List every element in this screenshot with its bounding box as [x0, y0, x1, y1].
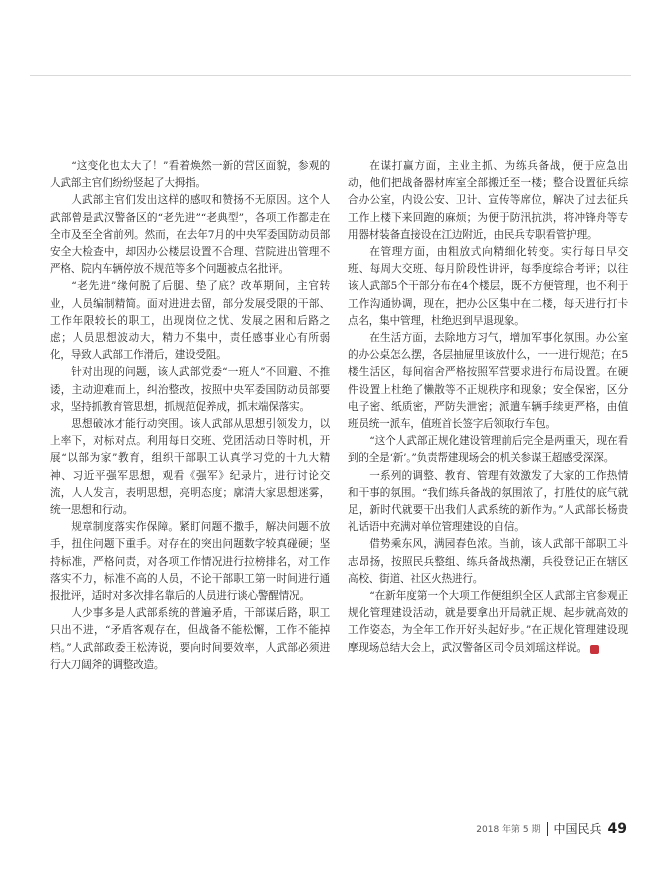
issue-number: 2018 年第 5 期	[476, 825, 541, 835]
paragraph: 一系列的调整、教育、管理有效激发了大家的工作热情和干事的氛围。“我们练兵备战的氛围浓了，打胜仗的底气就足，新时代就要干出我们人武系统的新作为。”人武部长杨贵礼话语中充满对单位管理建设的自信。	[348, 469, 628, 534]
header-rule	[30, 75, 631, 76]
paragraph-text: “在新年度第一个大项工作便组织全区人武部主官参观正规化管理建设活动，就是要拿出开局就正规、起步就高效的工作姿态，为全年工作开好头起好步。”在正规化管理建设现摩现场总结大会上，武汉警备区司令员刘瑶这样说。	[348, 590, 628, 654]
paragraph: 人少事多是人武部系统的普遍矛盾，干部谋后路，职工只出不进，“矛盾客观存在，但战备不能松懈，工作不能掉档。”人武部政委王松涛说，要向时间要效率，人武部必须进行大刀阔斧的调整改造。	[50, 607, 330, 671]
paragraph: “这变化也太大了！”看着焕然一新的营区面貌，参观的人武部主官们纷纷竖起了大拇指。	[50, 160, 330, 190]
paragraph: 人武部主官们发出这样的感叹和赞扬不无原因。这个人武部曾是武汉警备区的“老先进”“老典型”，各项工作都走在全市及至全省前列。然而，在去年7月的中央军委国防动员部安全大检查中，却因办公楼层设置不合理、营院进出管理不严格、院内车辆停放不规范等多个问题被点名批评。	[50, 194, 330, 276]
paragraph: 规章制度落实作保障。紧盯问题不撒手，解决问题不放手，扭住问题下重手。对存在的突出问题数字较真碰硬；坚持标准，严格问责，对各项工作情况进行拉榜排名，对工作落实不力，标准不高的人员，不论干部职工第一时间进行通报批评，适时对多次排名靠后的人员进行谈心警醒情况。	[50, 521, 330, 603]
paragraph: 在管理方面，由粗放式向精细化转变。实行每日早交班、每周大交班、每月阶段性讲评，每季度综合考评；以往该人武部5个干部分布在4个楼层，既不方便管理，也不利于工作沟通协调，现在，把办公区集中在二楼，每天进行打卡点名，集中管理，杜绝迟到早退现象。	[348, 246, 628, 327]
paragraph: 借势乘东风，满园春色浓。当前，该人武部干部职工斗志昂扬，按照民兵整组、练兵备战热潮，兵役登记正在辖区高校、街道、社区火热进行。	[348, 538, 628, 585]
paragraph: “老先进”缘何脱了后腿、垫了底？改革期间，主官转业，人员编制精简。面对进进去留，部分发展受限的干部、工作年限较长的职工，出现岗位之忧、发展之困和后路之虑；人员思想波动大，精力不集中，责任感事业心有所弱化，导致人武部工作滑后，建设受阻。	[50, 280, 330, 362]
end-mark-icon: 兵	[590, 645, 599, 654]
paragraph: 在谋打赢方面，主业主抓、为练兵备战，便于应急出动，他们把战备器材库室全部搬迁至一楼；整合设置征兵综合办公室，内设公安、卫计、宣传等席位，解决了过去征兵工作上楼下来回跑的麻烦；为便于防汛抗洪，将冲锋舟等专用器材装备直接设在江边附近，由民兵专职看管护理。	[348, 160, 628, 241]
article-column-right	[348, 158, 628, 657]
page-footer	[476, 820, 627, 837]
paragraph: 针对出现的问题，该人武部党委“一班人”不回避、不推诿，主动迎难而上，纠治整改，按照中央军委国防动员部要求，坚持抓教育管思想，抓规范促养成，抓末端保落实。	[50, 366, 330, 413]
magazine-title: 中国民兵	[553, 822, 602, 836]
paragraph: “这个人武部正规化建设管理前后完全是两重天，现在看到的全是‘新’。”负责帮建现场会的机关参谋王超感受深深。	[348, 435, 628, 465]
paragraph: 在生活方面，去除地方习气，增加军事化氛围。办公室的办公桌怎么摆，各层抽屉里该放什么，一一进行规范；在5楼生活区，每间宿舍严格按照军营要求进行布局设置。在硬件设置上杜绝了懒散等不正规秩序和现象；安全保密，区分电子密、纸质密，严防失泄密；派遣车辆手续更严格，由值班员统一派车，值班首长签字后领取行车包。	[348, 332, 628, 431]
page-number: 49	[607, 820, 627, 837]
paragraph: 思想破冰才能行动突围。该人武部从思想引领发力，以上率下，对标对点。利用每日交班、党团活动日等时机，开展“以部为家”教育，组织干部职工认真学习党的十九大精神、习近平强军思想，观看《强军》纪录片，进行讨论交流，人人发言，表明思想，亮明态度；廓清大家思想迷雾，统一思想和行动。	[50, 418, 330, 517]
article-column-left	[50, 158, 330, 674]
footer-divider	[547, 822, 548, 836]
paragraph-last	[348, 588, 628, 657]
